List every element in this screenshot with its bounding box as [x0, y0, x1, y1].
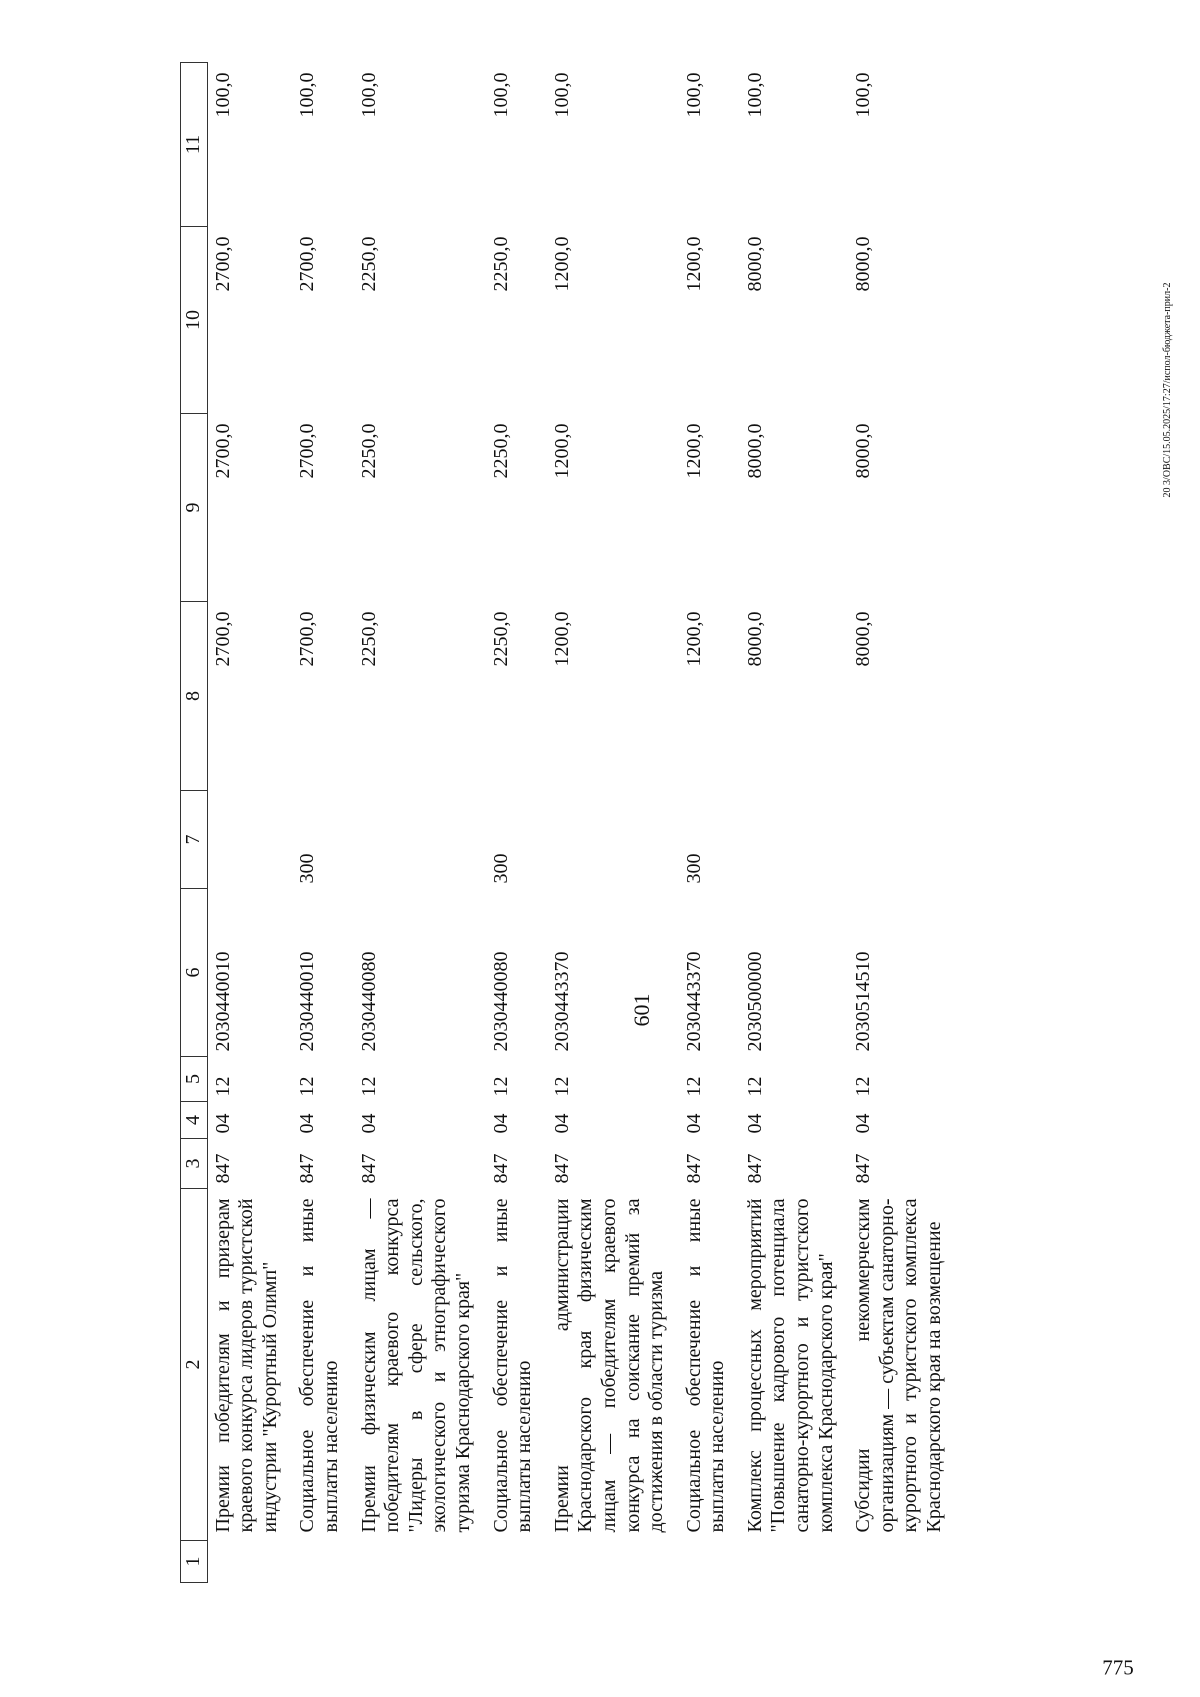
percent-cell: 100,0: [852, 72, 875, 118]
section-code-cell: 04: [489, 1113, 512, 1134]
value-col9-cell: 8000,0: [743, 423, 766, 479]
percent-cell: 100,0: [489, 72, 512, 118]
value-col8-cell: 2700,0: [296, 611, 319, 667]
value-col9-cell: 2700,0: [211, 423, 234, 479]
description-cell: Субсидии некоммерческим организациям — субъектам санаторно-курортного и туристского комплекса Краснодарского края на возмещение: [852, 1198, 946, 1533]
col-header-3: 3: [181, 1139, 208, 1189]
expense-type-cell: 300: [296, 853, 319, 884]
value-col9-cell: 1200,0: [682, 423, 705, 479]
subsection-code-cell: 12: [489, 1076, 512, 1097]
ministry-code-cell: 847: [682, 1153, 705, 1184]
subsection-code-cell: 12: [296, 1076, 319, 1097]
table-row: [354, 63, 486, 1583]
row-number-cell: [740, 1541, 848, 1583]
table-row: [207, 63, 292, 1583]
expense-type-cell: [848, 791, 956, 889]
col-header-11: 11: [181, 63, 208, 227]
value-col10-cell: 1200,0: [550, 236, 573, 292]
col-header-1: 1: [181, 1541, 208, 1583]
row-number-cell: [207, 1541, 292, 1583]
ministry-code-cell: 847: [852, 1153, 875, 1184]
table-body: [207, 63, 957, 1583]
value-col10-cell: 2700,0: [296, 236, 319, 292]
value-col9-cell: 2250,0: [489, 423, 512, 479]
percent-cell: 100,0: [357, 72, 380, 118]
target-article-cell: 2030440080: [489, 951, 512, 1052]
section-code-cell: 04: [211, 1113, 234, 1134]
subsection-code-cell: 12: [550, 1076, 573, 1097]
description-cell: Социальное обеспечение и иные выплаты населению: [296, 1198, 342, 1533]
description-cell: Премии администрации Краснодарского края физическим лицам — победителям краевого конкурса на соискание премий за достижения в области туризма: [550, 1198, 668, 1533]
row-number-cell: [848, 1541, 956, 1583]
value-col9-cell: 1200,0: [550, 423, 573, 479]
value-col8-cell: 2250,0: [489, 611, 512, 667]
col-header-5: 5: [181, 1057, 208, 1102]
expense-type-cell: [547, 791, 679, 889]
target-article-cell: 2030514510: [852, 951, 875, 1052]
value-col9-cell: 8000,0: [852, 423, 875, 479]
subsection-code-cell: 12: [211, 1076, 234, 1097]
ministry-code-cell: 847: [296, 1153, 319, 1184]
subsection-code-cell: 12: [852, 1076, 875, 1097]
value-col10-cell: 1200,0: [682, 236, 705, 292]
value-col8-cell: 2250,0: [357, 611, 380, 667]
percent-cell: 100,0: [682, 72, 705, 118]
value-col8-cell: 2700,0: [211, 611, 234, 667]
value-col8-cell: 1200,0: [682, 611, 705, 667]
row-number-cell: [354, 1541, 486, 1583]
expense-type-cell: [354, 791, 486, 889]
value-col9-cell: 2250,0: [357, 423, 380, 479]
description-cell: Социальное обеспечение и иные выплаты населению: [489, 1198, 536, 1533]
value-col8-cell: 8000,0: [852, 611, 875, 667]
table-row: [848, 63, 956, 1583]
target-article-cell: 2030440010: [296, 951, 319, 1052]
target-article-cell: 2030443370: [682, 951, 705, 1052]
budget-table: [180, 62, 957, 1583]
subsection-code-cell: 12: [682, 1076, 705, 1097]
section-code-cell: 04: [852, 1113, 875, 1134]
ministry-code-cell: 847: [743, 1153, 766, 1184]
section-code-cell: 04: [296, 1113, 319, 1134]
value-col8-cell: 1200,0: [550, 611, 573, 667]
document-code: 20 3/ОВС/15.05.2025/17:27/испол-бюджета-прил-2: [1162, 282, 1173, 498]
row-number-cell: [292, 1541, 353, 1583]
expense-type-cell: [740, 791, 848, 889]
table-row: [486, 63, 547, 1583]
ministry-code-cell: 847: [550, 1153, 573, 1184]
table-row: [292, 63, 353, 1583]
value-col10-cell: 2700,0: [211, 236, 234, 292]
sheet-number: 775: [1102, 1655, 1134, 1680]
value-col10-cell: 8000,0: [852, 236, 875, 292]
col-header-6: 6: [181, 889, 208, 1057]
row-number-cell: [547, 1541, 679, 1583]
col-header-2: 2: [181, 1189, 208, 1541]
target-article-cell: 2030440080: [357, 951, 380, 1052]
col-header-8: 8: [181, 602, 208, 791]
percent-cell: 100,0: [211, 72, 234, 118]
subsection-code-cell: 12: [743, 1076, 766, 1097]
ministry-code-cell: 847: [489, 1153, 512, 1184]
percent-cell: 100,0: [550, 72, 573, 118]
row-number-cell: [486, 1541, 547, 1583]
value-col10-cell: 2250,0: [489, 236, 512, 292]
table-row: [679, 63, 740, 1583]
value-col10-cell: 2250,0: [357, 236, 380, 292]
section-code-cell: 04: [357, 1113, 380, 1134]
header-row: [181, 63, 208, 1583]
target-article-cell: 2030500000: [743, 951, 766, 1052]
section-code-cell: 04: [743, 1113, 766, 1134]
description-cell: Социальное обеспечение и иные выплаты населению: [682, 1198, 729, 1533]
percent-cell: 100,0: [296, 72, 319, 118]
target-article-cell: 2030440010: [211, 951, 234, 1052]
expense-type-cell: 300: [489, 853, 512, 884]
col-header-9: 9: [181, 414, 208, 602]
table-row: [740, 63, 848, 1583]
row-number-cell: [679, 1541, 740, 1583]
ministry-code-cell: 847: [357, 1153, 380, 1184]
percent-cell: 100,0: [743, 72, 766, 118]
expense-type-cell: [207, 791, 292, 889]
value-col8-cell: 8000,0: [743, 611, 766, 667]
description-cell: Комплекс процессных мероприятий "Повышение кадрового потенциала санаторно-курортного и туристского комплекса Краснодарского края": [743, 1198, 837, 1533]
budget-table-rotated: [180, 63, 980, 1583]
section-code-cell: 04: [550, 1113, 573, 1134]
description-cell: Премии физическим лицам — победителям краевого конкурса "Лидеры в сфере сельского, экологического и этнографического туризма Краснодарского края": [357, 1198, 474, 1533]
col-header-10: 10: [181, 227, 208, 414]
value-col9-cell: 2700,0: [296, 423, 319, 479]
col-header-7: 7: [181, 791, 208, 889]
target-article-cell: 2030443370: [550, 951, 573, 1052]
expense-type-cell: 300: [682, 853, 705, 884]
section-code-cell: 04: [682, 1113, 705, 1134]
ministry-code-cell: 847: [211, 1153, 234, 1184]
value-col10-cell: 8000,0: [743, 236, 766, 292]
col-header-4: 4: [181, 1102, 208, 1139]
table-row: [547, 63, 679, 1583]
subsection-code-cell: 12: [357, 1076, 380, 1097]
page-number: 601: [629, 993, 654, 1027]
description-cell: Премии победителям и призерам краевого конкурса лидеров туристской индустрии "Курортный Олимп": [211, 1198, 281, 1533]
